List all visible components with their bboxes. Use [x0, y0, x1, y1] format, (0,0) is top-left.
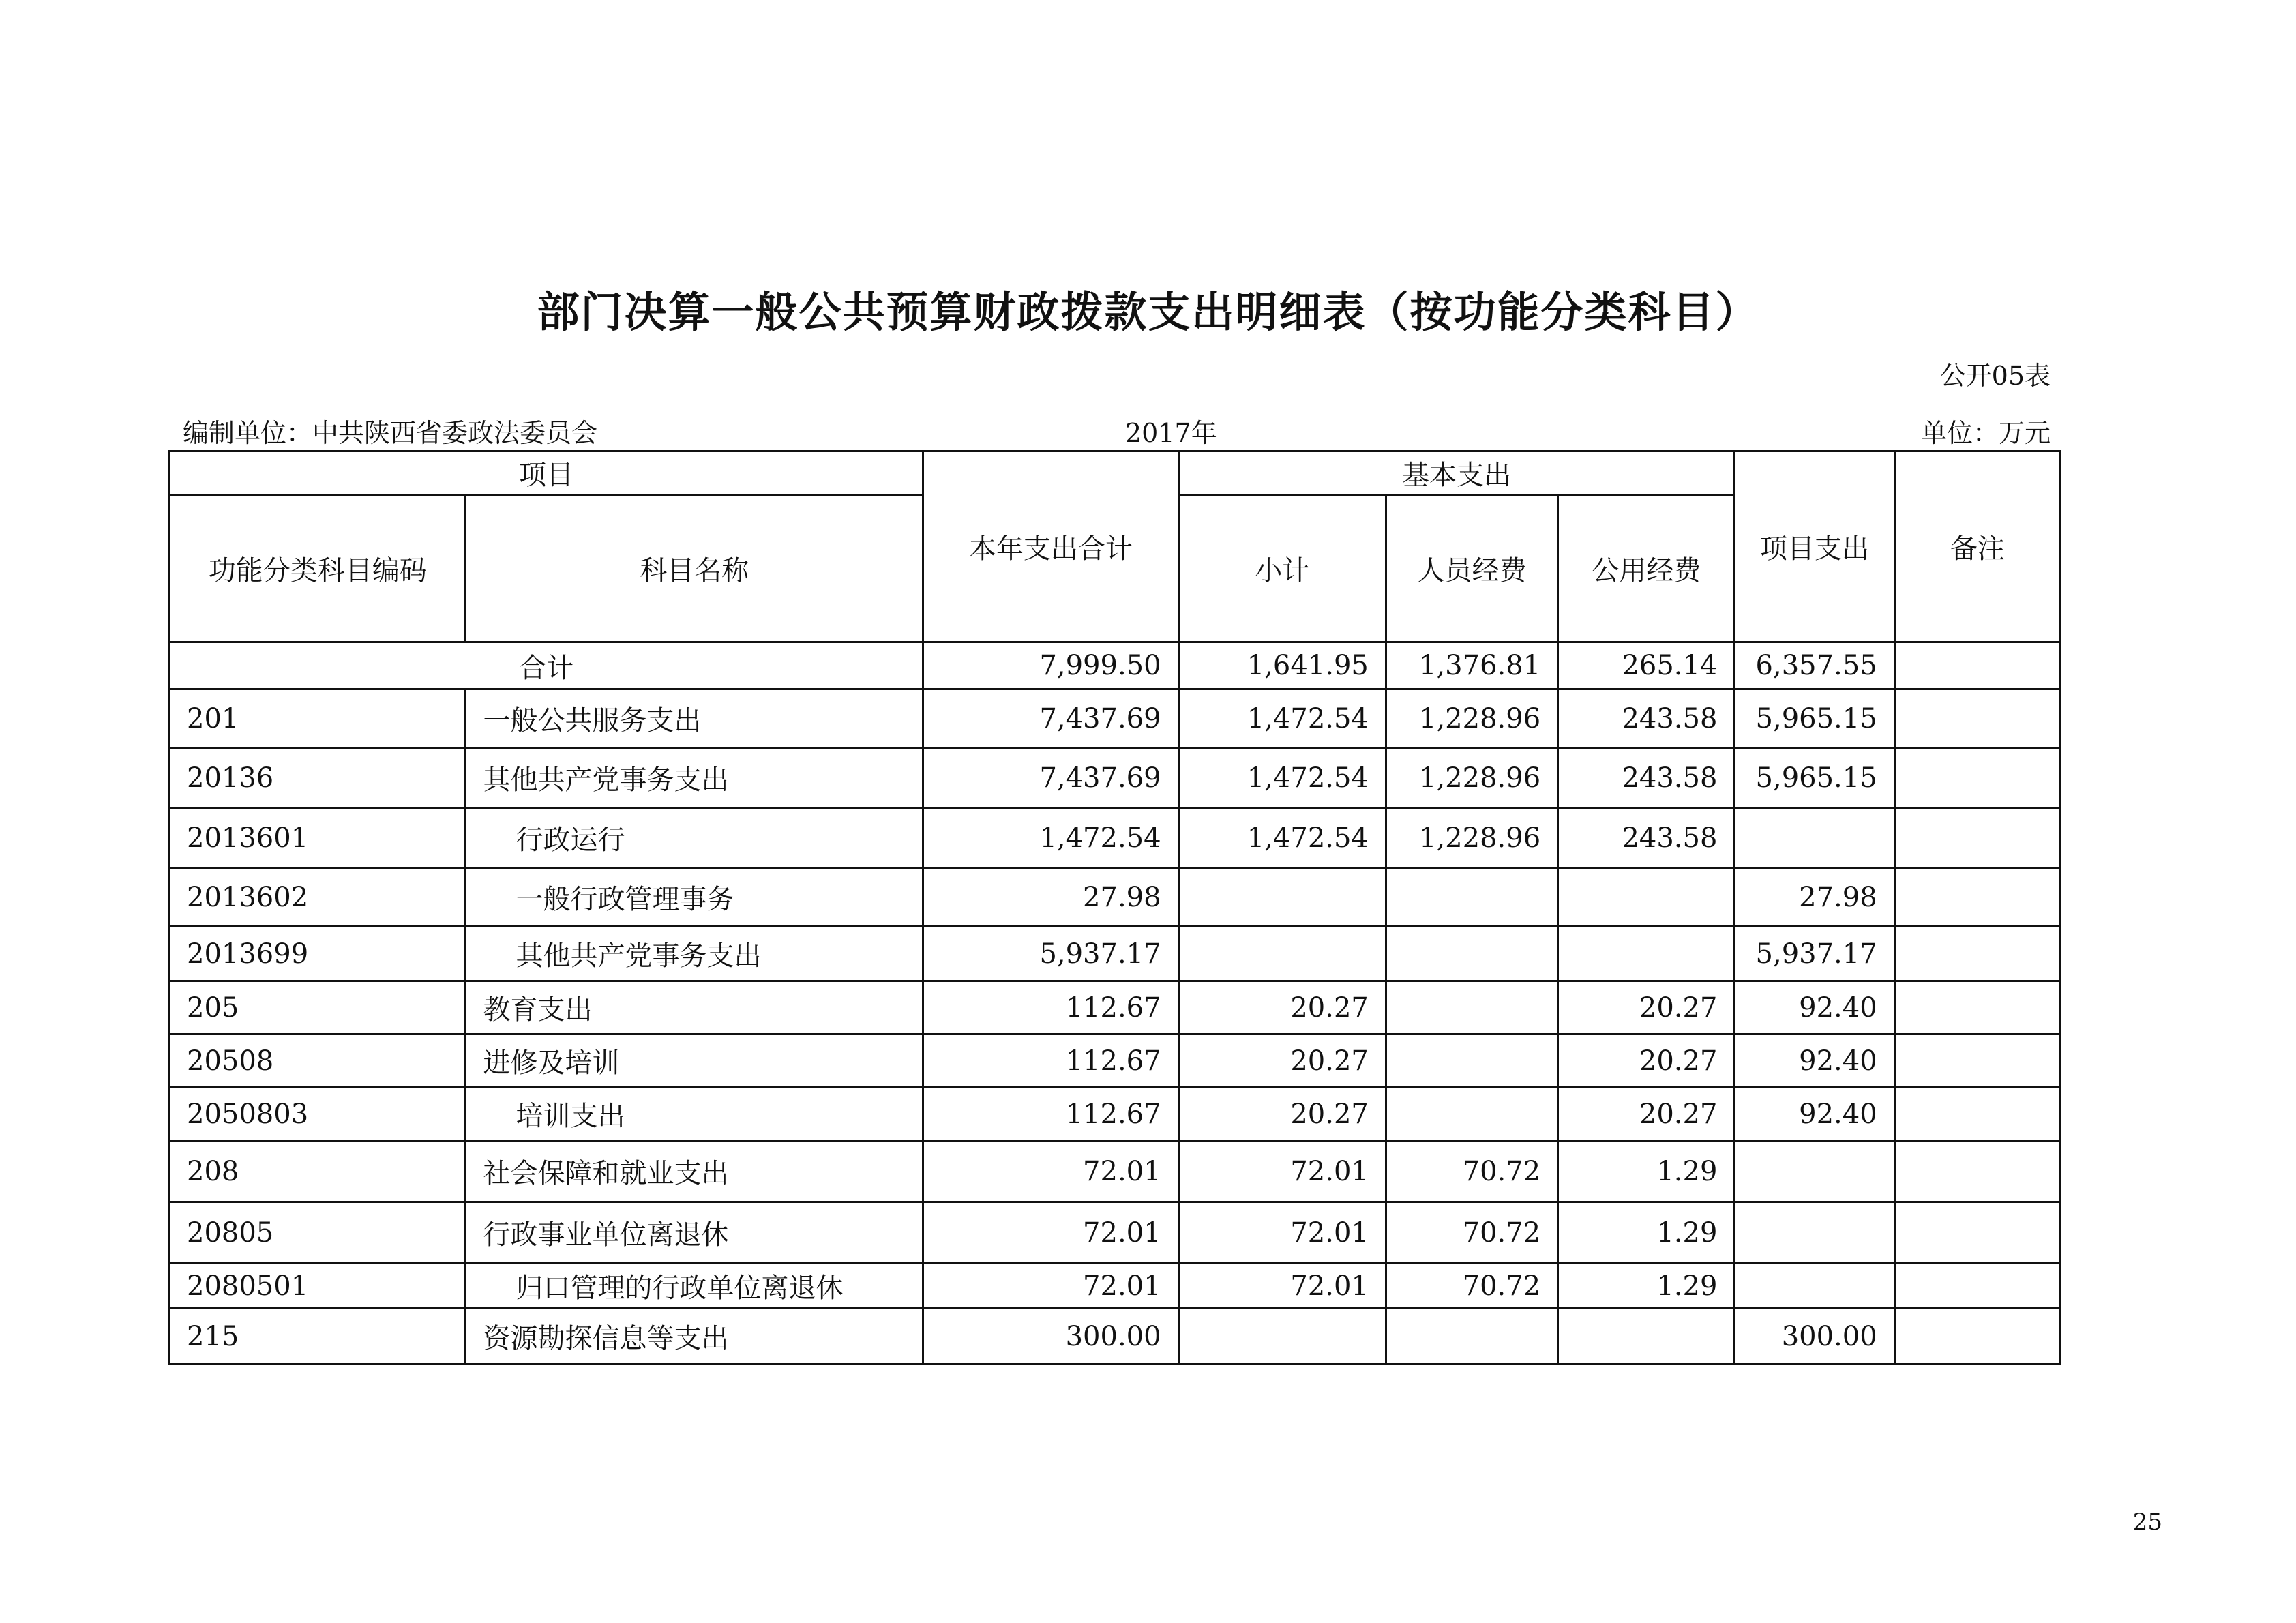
page-number: 25: [2132, 1508, 2162, 1536]
cell-public: 243.58: [1558, 689, 1735, 748]
cell-total: 300.00: [923, 1309, 1178, 1365]
cell-personnel: [1386, 868, 1557, 927]
cell-code: 20805: [170, 1202, 466, 1264]
cell-name: 进修及培训: [466, 1034, 923, 1088]
cell-remark: [1894, 927, 2060, 981]
table-row: [170, 748, 2061, 808]
cell-personnel: 70.72: [1386, 1202, 1557, 1264]
header-project: 项目: [170, 451, 923, 495]
cell-name: 归口管理的行政单位离退休: [466, 1264, 923, 1309]
cell-subtotal: 1,641.95: [1178, 642, 1386, 689]
cell-public: [1558, 1309, 1735, 1365]
cell-code: 2013602: [170, 868, 466, 927]
table-row: [170, 868, 2061, 927]
compiling-unit: 编制单位：中共陕西省委政法委员会: [183, 418, 598, 448]
cell-remark: [1894, 1202, 2060, 1264]
cell-project: 92.40: [1735, 1034, 1894, 1088]
cell-name: 其他共产党事务支出: [466, 748, 923, 808]
cell-project: 27.98: [1735, 868, 1894, 927]
report-title: 部门决算一般公共预算财政拨款支出明细表（按功能分类科目）: [537, 287, 1759, 337]
cell-name: 行政运行: [466, 808, 923, 868]
cell-personnel: [1386, 1034, 1557, 1088]
cell-total: 72.01: [923, 1202, 1178, 1264]
table-row: [170, 689, 2061, 748]
expenditure-table: [168, 450, 2061, 1365]
cell-personnel: [1386, 1309, 1557, 1365]
cell-project: 5,965.15: [1735, 748, 1894, 808]
cell-code: 208: [170, 1141, 466, 1202]
cell-project: [1735, 1141, 1894, 1202]
cell-subtotal: [1178, 868, 1386, 927]
cell-subtotal: 72.01: [1178, 1141, 1386, 1202]
cell-subtotal: 1,472.54: [1178, 748, 1386, 808]
cell-code: 2013699: [170, 927, 466, 981]
form-number: 公开05表: [1939, 361, 2051, 391]
cell-code: 2013601: [170, 808, 466, 868]
cell-project: [1735, 1264, 1894, 1309]
cell-public: 1.29: [1558, 1264, 1735, 1309]
cell-project: 5,937.17: [1735, 927, 1894, 981]
cell-remark: [1894, 748, 2060, 808]
cell-subtotal: 1,472.54: [1178, 808, 1386, 868]
report-year: 2017年: [1125, 418, 1217, 448]
cell-remark: [1894, 689, 2060, 748]
cell-personnel: [1386, 927, 1557, 981]
cell-subtotal: 20.27: [1178, 981, 1386, 1034]
cell-remark: [1894, 1141, 2060, 1202]
cell-name: 资源勘探信息等支出: [466, 1309, 923, 1365]
cell-remark: [1894, 868, 2060, 927]
cell-public: 243.58: [1558, 808, 1735, 868]
cell-total: 7,437.69: [923, 689, 1178, 748]
header-name: 科目名称: [466, 495, 923, 642]
cell-name: 行政事业单位离退休: [466, 1202, 923, 1264]
cell-personnel: 70.72: [1386, 1141, 1557, 1202]
cell-name: 培训支出: [466, 1088, 923, 1141]
cell-subtotal: 72.01: [1178, 1202, 1386, 1264]
cell-name: 一般公共服务支出: [466, 689, 923, 748]
table-row: [170, 1088, 2061, 1141]
cell-name: 社会保障和就业支出: [466, 1141, 923, 1202]
header-project-expense: 项目支出: [1735, 451, 1894, 642]
table-row: [170, 1264, 2061, 1309]
table-row: [170, 1202, 2061, 1264]
cell-public: 20.27: [1558, 981, 1735, 1034]
cell-personnel: [1386, 981, 1557, 1034]
table-row: [170, 1141, 2061, 1202]
table-row: [170, 981, 2061, 1034]
cell-total: 7,999.50: [923, 642, 1178, 689]
cell-public: 265.14: [1558, 642, 1735, 689]
cell-subtotal: 20.27: [1178, 1088, 1386, 1141]
cell-project: 92.40: [1735, 981, 1894, 1034]
cell-subtotal: 72.01: [1178, 1264, 1386, 1309]
total-label: 合计: [170, 642, 923, 689]
cell-subtotal: 1,472.54: [1178, 689, 1386, 748]
cell-total: 112.67: [923, 1034, 1178, 1088]
cell-total: 1,472.54: [923, 808, 1178, 868]
cell-public: 20.27: [1558, 1034, 1735, 1088]
cell-public: [1558, 868, 1735, 927]
header-basic: 基本支出: [1178, 451, 1735, 495]
cell-remark: [1894, 808, 2060, 868]
header-code: 功能分类科目编码: [170, 495, 466, 642]
table-row: [170, 1309, 2061, 1365]
cell-code: 205: [170, 981, 466, 1034]
cell-personnel: 70.72: [1386, 1264, 1557, 1309]
cell-subtotal: [1178, 927, 1386, 981]
cell-name: 一般行政管理事务: [466, 868, 923, 927]
cell-name: 其他共产党事务支出: [466, 927, 923, 981]
header-public: 公用经费: [1558, 495, 1735, 642]
cell-subtotal: [1178, 1309, 1386, 1365]
cell-project: 6,357.55: [1735, 642, 1894, 689]
table-row: [170, 927, 2061, 981]
header-personnel: 人员经费: [1386, 495, 1557, 642]
cell-public: 1.29: [1558, 1141, 1735, 1202]
cell-code: 2080501: [170, 1264, 466, 1309]
cell-total: 72.01: [923, 1264, 1178, 1309]
cell-project: 300.00: [1735, 1309, 1894, 1365]
cell-project: 92.40: [1735, 1088, 1894, 1141]
cell-public: 243.58: [1558, 748, 1735, 808]
cell-code: 20508: [170, 1034, 466, 1088]
header-total: 本年支出合计: [923, 451, 1178, 642]
cell-personnel: [1386, 1088, 1557, 1141]
header-subtotal: 小计: [1178, 495, 1386, 642]
cell-personnel: 1,228.96: [1386, 689, 1557, 748]
cell-project: 5,965.15: [1735, 689, 1894, 748]
cell-name: 教育支出: [466, 981, 923, 1034]
cell-personnel: 1,376.81: [1386, 642, 1557, 689]
cell-remark: [1894, 1309, 2060, 1365]
cell-subtotal: 20.27: [1178, 1034, 1386, 1088]
table-row: [170, 808, 2061, 868]
cell-code: 20136: [170, 748, 466, 808]
cell-total: 7,437.69: [923, 748, 1178, 808]
cell-personnel: 1,228.96: [1386, 748, 1557, 808]
cell-code: 201: [170, 689, 466, 748]
cell-project: [1735, 1202, 1894, 1264]
currency-unit: 单位：万元: [1920, 418, 2051, 448]
cell-code: 2050803: [170, 1088, 466, 1141]
total-row: [170, 642, 2061, 689]
cell-remark: [1894, 1264, 2060, 1309]
cell-total: 5,937.17: [923, 927, 1178, 981]
cell-remark: [1894, 981, 2060, 1034]
cell-public: [1558, 927, 1735, 981]
cell-remark: [1894, 642, 2060, 689]
cell-code: 215: [170, 1309, 466, 1365]
cell-personnel: 1,228.96: [1386, 808, 1557, 868]
cell-public: 20.27: [1558, 1088, 1735, 1141]
table-row: [170, 1034, 2061, 1088]
cell-total: 112.67: [923, 1088, 1178, 1141]
cell-public: 1.29: [1558, 1202, 1735, 1264]
header-remark: 备注: [1894, 451, 2060, 642]
cell-project: [1735, 808, 1894, 868]
cell-remark: [1894, 1034, 2060, 1088]
cell-total: 112.67: [923, 981, 1178, 1034]
cell-remark: [1894, 1088, 2060, 1141]
cell-total: 27.98: [923, 868, 1178, 927]
cell-total: 72.01: [923, 1141, 1178, 1202]
